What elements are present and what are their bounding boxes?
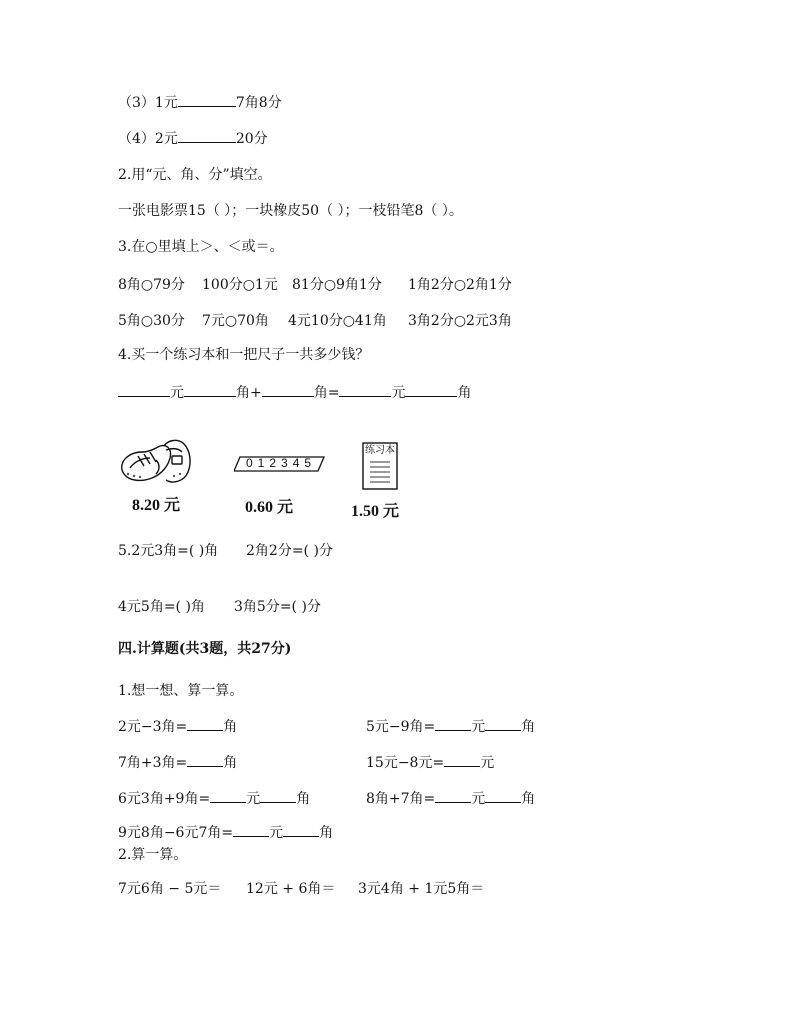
unit-label: 元 [170,385,184,401]
answer-blank[interactable] [283,824,319,837]
calc-expr: 9元8角−6元7角= [118,825,234,841]
q3-row-2 [118,312,512,330]
unit-label: 角 [521,719,536,735]
answer-blank[interactable] [485,790,521,803]
unit-label: 角 [296,791,311,807]
shoes-icon [116,436,198,488]
notebook-image [362,442,398,490]
q5-row-1 [118,542,333,560]
calc-expr: 3元4角 + 1元5角＝ [358,881,485,897]
conversion-item: 5.2元3角=( )角 [118,543,219,559]
compare-item: 7元○70角 [202,313,269,329]
shoes-price: 8.20 元 [132,497,181,514]
answer-blank[interactable] [210,790,246,803]
compare-item: 8角○79分 [118,277,185,293]
item-3 [118,94,282,112]
answer-blank[interactable] [260,790,296,803]
q2-line: 一张电影票15（ ）；一块橡皮50（ ）；一枝铅笔8（ ）。 [118,203,463,219]
item-4 [118,130,268,148]
unit-label: 角 [319,825,334,841]
calc-item [366,754,494,772]
unit-label: 角 [223,755,238,771]
unit-label: 元 [471,719,486,735]
unit-label: 角 [521,791,536,807]
compare-item: 1角2分○2角1分 [408,277,512,293]
q3-row-1 [118,276,512,294]
calc-expr: 5元−9角= [366,719,436,735]
calc-expr: 7元6角 − 5元＝ [118,881,222,897]
answer-blank[interactable] [485,718,521,731]
answer-blank[interactable] [118,384,170,397]
calc-expr: 2元−3角= [118,719,188,735]
answer-blank[interactable] [178,94,236,107]
calc-item [118,790,310,808]
q4-answer-line [118,384,471,402]
q2-title: 2.用“元、角、分”填空。 [118,167,272,183]
answer-blank[interactable] [184,384,236,397]
calc-expr: 15元−8元= [366,755,445,771]
notebook-price: 1.50 元 [351,503,400,520]
unit-label: 元 [269,825,284,841]
conversion-item: 3角5分=( )分 [234,599,321,615]
answer-blank[interactable] [187,754,223,767]
unit-label: 角= [313,385,340,401]
q4-title: 4.买一个练习本和一把尺子一共多少钱？ [118,347,370,363]
item-4-right: 20分 [235,131,268,147]
compare-item: 100分○1元 [202,277,278,293]
ruler-price: 0.60 元 [245,499,294,516]
calc-item [366,790,535,808]
calc-expr: 6元3角+9角= [118,791,211,807]
item-3-right: 7角8分 [235,95,282,111]
unit-label: 元 [480,755,495,771]
item-3-left: （3）1元 [118,95,178,111]
compare-item: 81分○9角1分 [292,277,382,293]
calc-item [118,824,333,842]
ruler-image [234,455,326,473]
calc-expr: 12元 + 6角＝ [246,881,336,897]
answer-blank[interactable] [187,718,223,731]
answer-blank[interactable] [444,754,480,767]
conversion-item: 4元5角=( )角 [118,599,205,615]
answer-blank[interactable] [178,130,236,143]
item-4-left: （4）2元 [118,131,178,147]
ruler-numbers: 012345 [246,456,317,470]
calc-item [118,754,237,772]
unit-label: 角 [457,385,472,401]
answer-blank[interactable] [233,824,269,837]
s4-q2-title: 2.算一算。 [118,847,188,863]
compare-item: 4元10分○41角 [288,313,387,329]
unit-label: 元 [246,791,261,807]
answer-blank[interactable] [339,384,391,397]
answer-blank[interactable] [262,384,314,397]
s4-q1-title: 1.想一想、算一算。 [118,683,244,699]
shoes-image [116,436,198,488]
conversion-item: 2角2分=( )分 [246,543,333,559]
compare-item: 5角○30分 [118,313,185,329]
answer-blank[interactable] [405,384,457,397]
unit-label: 角 [223,719,238,735]
calc-item [366,718,535,736]
unit-label: 角+ [236,385,262,401]
notebook-cover-text: 练习本 [365,445,395,456]
answer-blank[interactable] [435,790,471,803]
calc-expr: 7角+3角= [118,755,188,771]
calc-item [118,718,237,736]
q3-title: 3.在○里填上＞、＜或＝。 [118,239,284,255]
answer-blank[interactable] [435,718,471,731]
unit-label: 元 [391,385,406,401]
calc-expr: 8角+7角= [366,791,436,807]
unit-label: 元 [471,791,486,807]
compare-item: 3角2分○2元3角 [408,313,512,329]
s4-q2-row [118,880,484,898]
section-heading: 四.计算题(共3题，共27分) [118,641,292,657]
q5-row-2 [118,598,321,616]
